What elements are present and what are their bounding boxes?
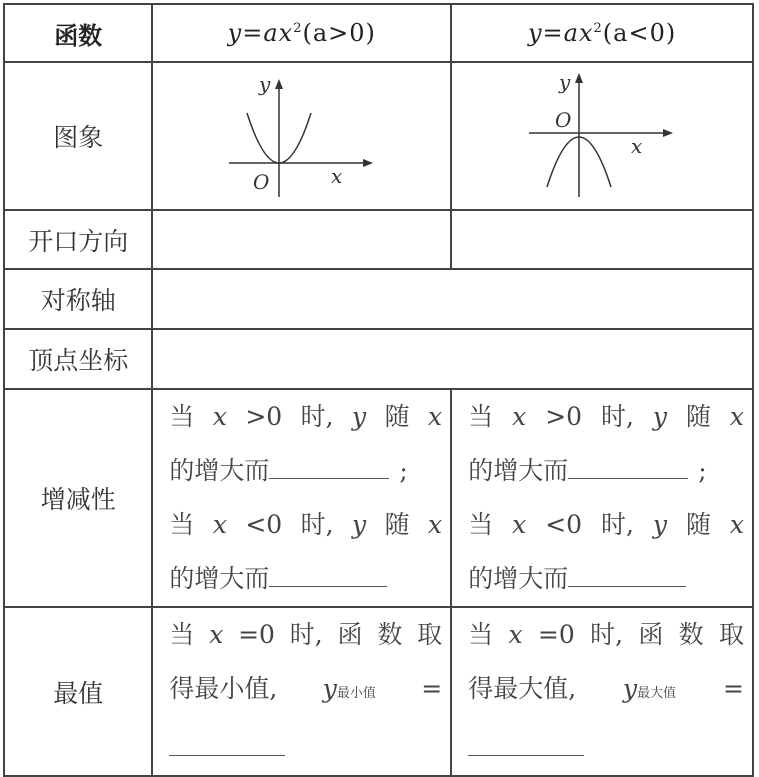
y-axis-label: y <box>559 71 571 94</box>
x-axis-arrow <box>663 129 673 137</box>
x-axis-label: x <box>631 134 643 158</box>
ext-left-line1: 当 x =0 时, 函 数 取 <box>169 620 443 649</box>
extreme-row <box>4 607 753 776</box>
vertex-row <box>4 329 753 389</box>
y-axis-label: y <box>258 72 271 96</box>
mono-left-line4: 的增大而 <box>169 552 442 606</box>
blank-answer[interactable] <box>468 725 584 756</box>
opening-a-negative-cell <box>451 210 753 269</box>
monotonic-row <box>4 389 753 607</box>
mono-right-line2: 的增大而 ; <box>468 444 744 498</box>
ext-right-line3 <box>468 721 744 775</box>
extreme-a-positive-cell <box>152 607 451 776</box>
monotonic-a-negative-cell <box>451 389 753 607</box>
header-function-label: 函数 <box>4 4 152 62</box>
mono-left-line2: 的增大而 ; <box>169 444 442 498</box>
ext-right-line1: 当 x =0 时, 函 数 取 <box>468 620 744 649</box>
quadratic-function-table <box>3 3 754 777</box>
graph-downward-parabola <box>451 62 753 210</box>
mono-left-line1: 当 x >0 时, y 随 x <box>169 402 443 431</box>
blank-answer[interactable] <box>568 556 686 587</box>
y-axis-arrow <box>275 79 283 89</box>
ext-left-line3 <box>169 721 442 775</box>
row-label-extreme: 最值 <box>4 607 152 776</box>
axis-answer-cell <box>152 269 753 329</box>
opening-a-positive-cell <box>152 210 451 269</box>
blank-answer[interactable] <box>269 556 387 587</box>
blank-answer[interactable] <box>568 448 688 479</box>
graph-left-svg <box>227 71 377 201</box>
header-row <box>4 4 753 62</box>
x-axis-arrow <box>363 159 373 167</box>
ext-left-line2: 得最小值, y最小值 = <box>169 674 443 703</box>
opening-row <box>4 210 753 269</box>
header-formula-a-negative: $y=ax^2(a<0)$ <box>451 4 753 62</box>
row-label-axis: 对称轴 <box>4 269 152 329</box>
axis-row <box>4 269 753 329</box>
vertex-answer-cell <box>152 329 753 389</box>
origin-label: O <box>555 108 572 132</box>
monotonic-a-positive-cell <box>152 389 451 607</box>
row-label-image: 图象 <box>4 62 152 210</box>
ext-right-line2: 得最大值, y最大值 = <box>468 674 744 703</box>
row-label-vertex: 顶点坐标 <box>4 329 152 389</box>
mono-right-line4: 的增大而 <box>468 552 744 606</box>
mono-right-line1: 当 x >0 时, y 随 x <box>468 402 744 431</box>
image-row <box>4 62 753 210</box>
mono-left-line3: 当 x <0 时, y 随 x <box>169 510 443 539</box>
graph-right-svg <box>527 71 677 201</box>
extreme-a-negative-cell <box>451 607 753 776</box>
blank-answer[interactable] <box>169 725 285 756</box>
row-label-opening: 开口方向 <box>4 210 152 269</box>
header-formula-a-positive: $y=ax^2(a>0)$ <box>152 4 451 62</box>
y-axis-arrow <box>575 73 583 83</box>
x-axis-label: x <box>330 164 343 188</box>
origin-label: O <box>252 170 270 194</box>
mono-right-line3: 当 x <0 时, y 随 x <box>468 510 744 539</box>
graph-upward-parabola <box>152 62 451 210</box>
row-label-monotonic: 增减性 <box>4 389 152 607</box>
blank-answer[interactable] <box>269 448 389 479</box>
